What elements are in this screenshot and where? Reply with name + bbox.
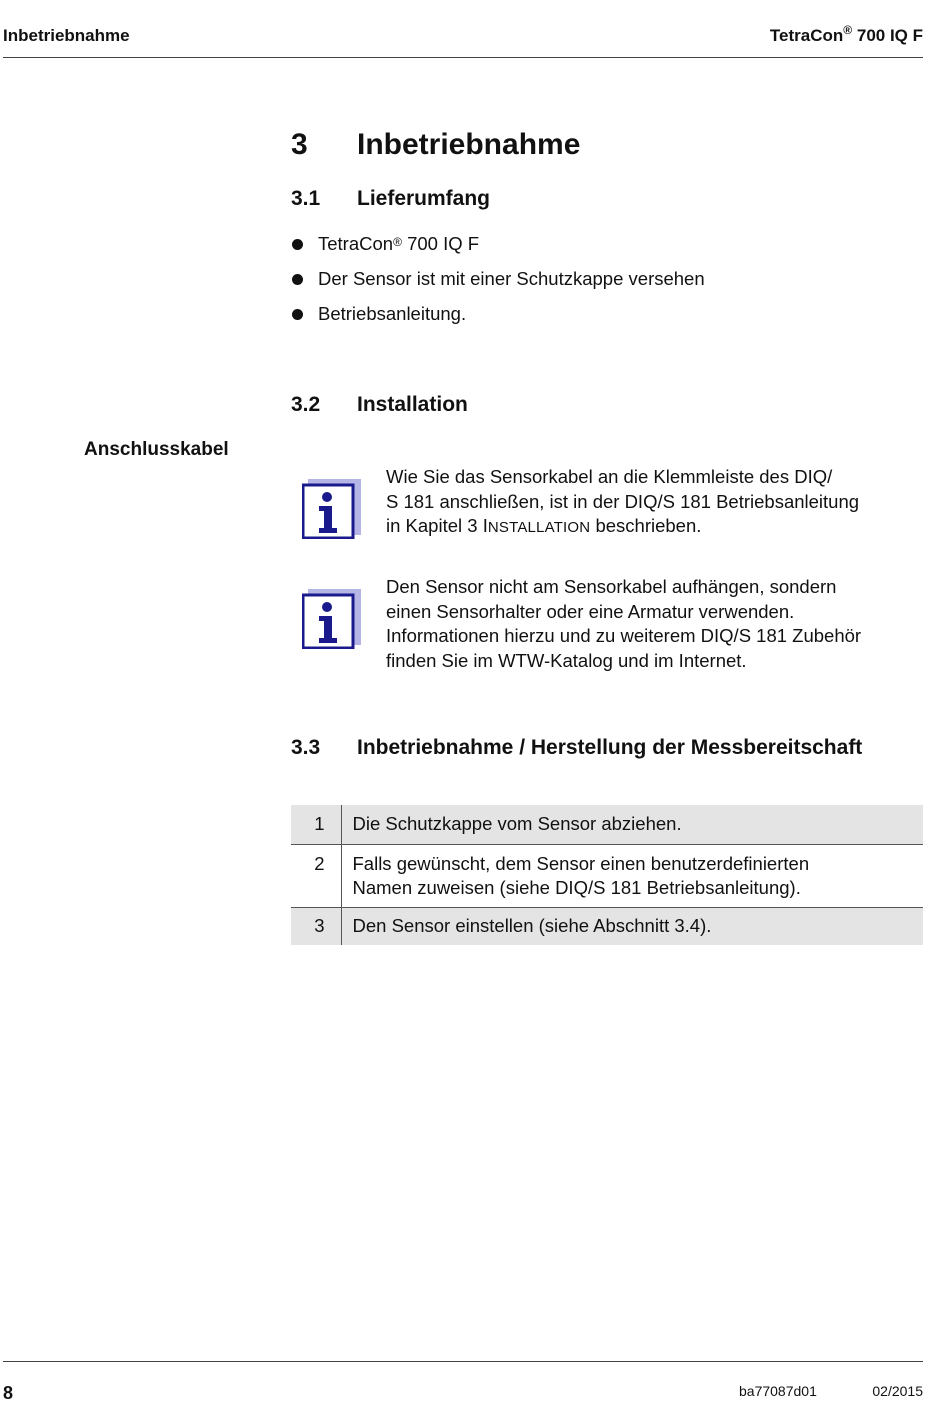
- section-3-3-number: 3.3: [291, 736, 321, 759]
- step-text: Den Sensor einstellen (siehe Abschnitt 3.4).: [341, 907, 923, 945]
- marginal-label: Anschlusskabel: [84, 439, 229, 460]
- section-3-3-title: Inbetriebnahme / Herstellung der Messbereitschaft: [357, 736, 863, 759]
- header-rule: [3, 57, 923, 58]
- list-item: TetraCon® 700 IQ F: [291, 231, 705, 266]
- table-row: [291, 805, 923, 844]
- scope-of-delivery-list: [291, 231, 705, 336]
- section-3-1-number: 3.1: [291, 187, 321, 210]
- running-header-right: [769, 23, 923, 46]
- step-number: 3: [291, 907, 341, 945]
- step-text: Falls gewünscht, dem Sensor einen benutzerdefinierten Namen zuweisen (siehe DIQ/S 181 Betriebsanleitung).: [341, 844, 923, 907]
- header-brand: TetraCon: [769, 26, 844, 45]
- section-3-2-title: Installation: [357, 393, 468, 416]
- bullet-icon: [292, 239, 303, 250]
- list-item: Betriebsanleitung.: [291, 301, 705, 336]
- info-icon: [302, 587, 362, 649]
- installation-note: Wie Sie das Sensorkabel an die Klemmleiste des DIQ/ S 181 anschließen, ist in der DIQ/S 181 Betriebsanleitung in Kapitel 3 INSTALLATION beschrieben.: [386, 466, 860, 536]
- running-header-left: Inbetriebnahme: [3, 26, 130, 45]
- table-row: [291, 844, 923, 907]
- chapter-number: 3: [291, 128, 308, 161]
- sensor-mounting-note: Den Sensor nicht am Sensorkabel aufhängen, sondern einen Sensorhalter oder eine Armatur verwenden. Informationen hierzu und zu weiterem DIQ/S 181 Zubehör finden Sie im WTW-Katalog und im Internet.: [386, 576, 862, 671]
- commissioning-steps-table: [291, 805, 923, 945]
- document-id: ba77087d01: [739, 1383, 817, 1399]
- section-3-2-number: 3.2: [291, 393, 321, 416]
- page-number: 8: [3, 1383, 14, 1403]
- table-row: [291, 907, 923, 945]
- header-reg-mark: ®: [843, 23, 853, 37]
- footer-rule: [3, 1361, 923, 1362]
- info-icon: [302, 477, 362, 539]
- list-item: Der Sensor ist mit einer Schutzkappe versehen: [291, 266, 705, 301]
- step-number: 1: [291, 805, 341, 844]
- step-number: 2: [291, 844, 341, 907]
- chapter-title: Inbetriebnahme: [357, 128, 581, 161]
- bullet-icon: [292, 309, 303, 320]
- bullet-icon: [292, 274, 303, 285]
- header-model: 700 IQ F: [856, 26, 923, 45]
- section-3-1-title: Lieferumfang: [357, 187, 491, 210]
- step-text: Die Schutzkappe vom Sensor abziehen.: [341, 805, 923, 844]
- document-date: 02/2015: [872, 1383, 923, 1399]
